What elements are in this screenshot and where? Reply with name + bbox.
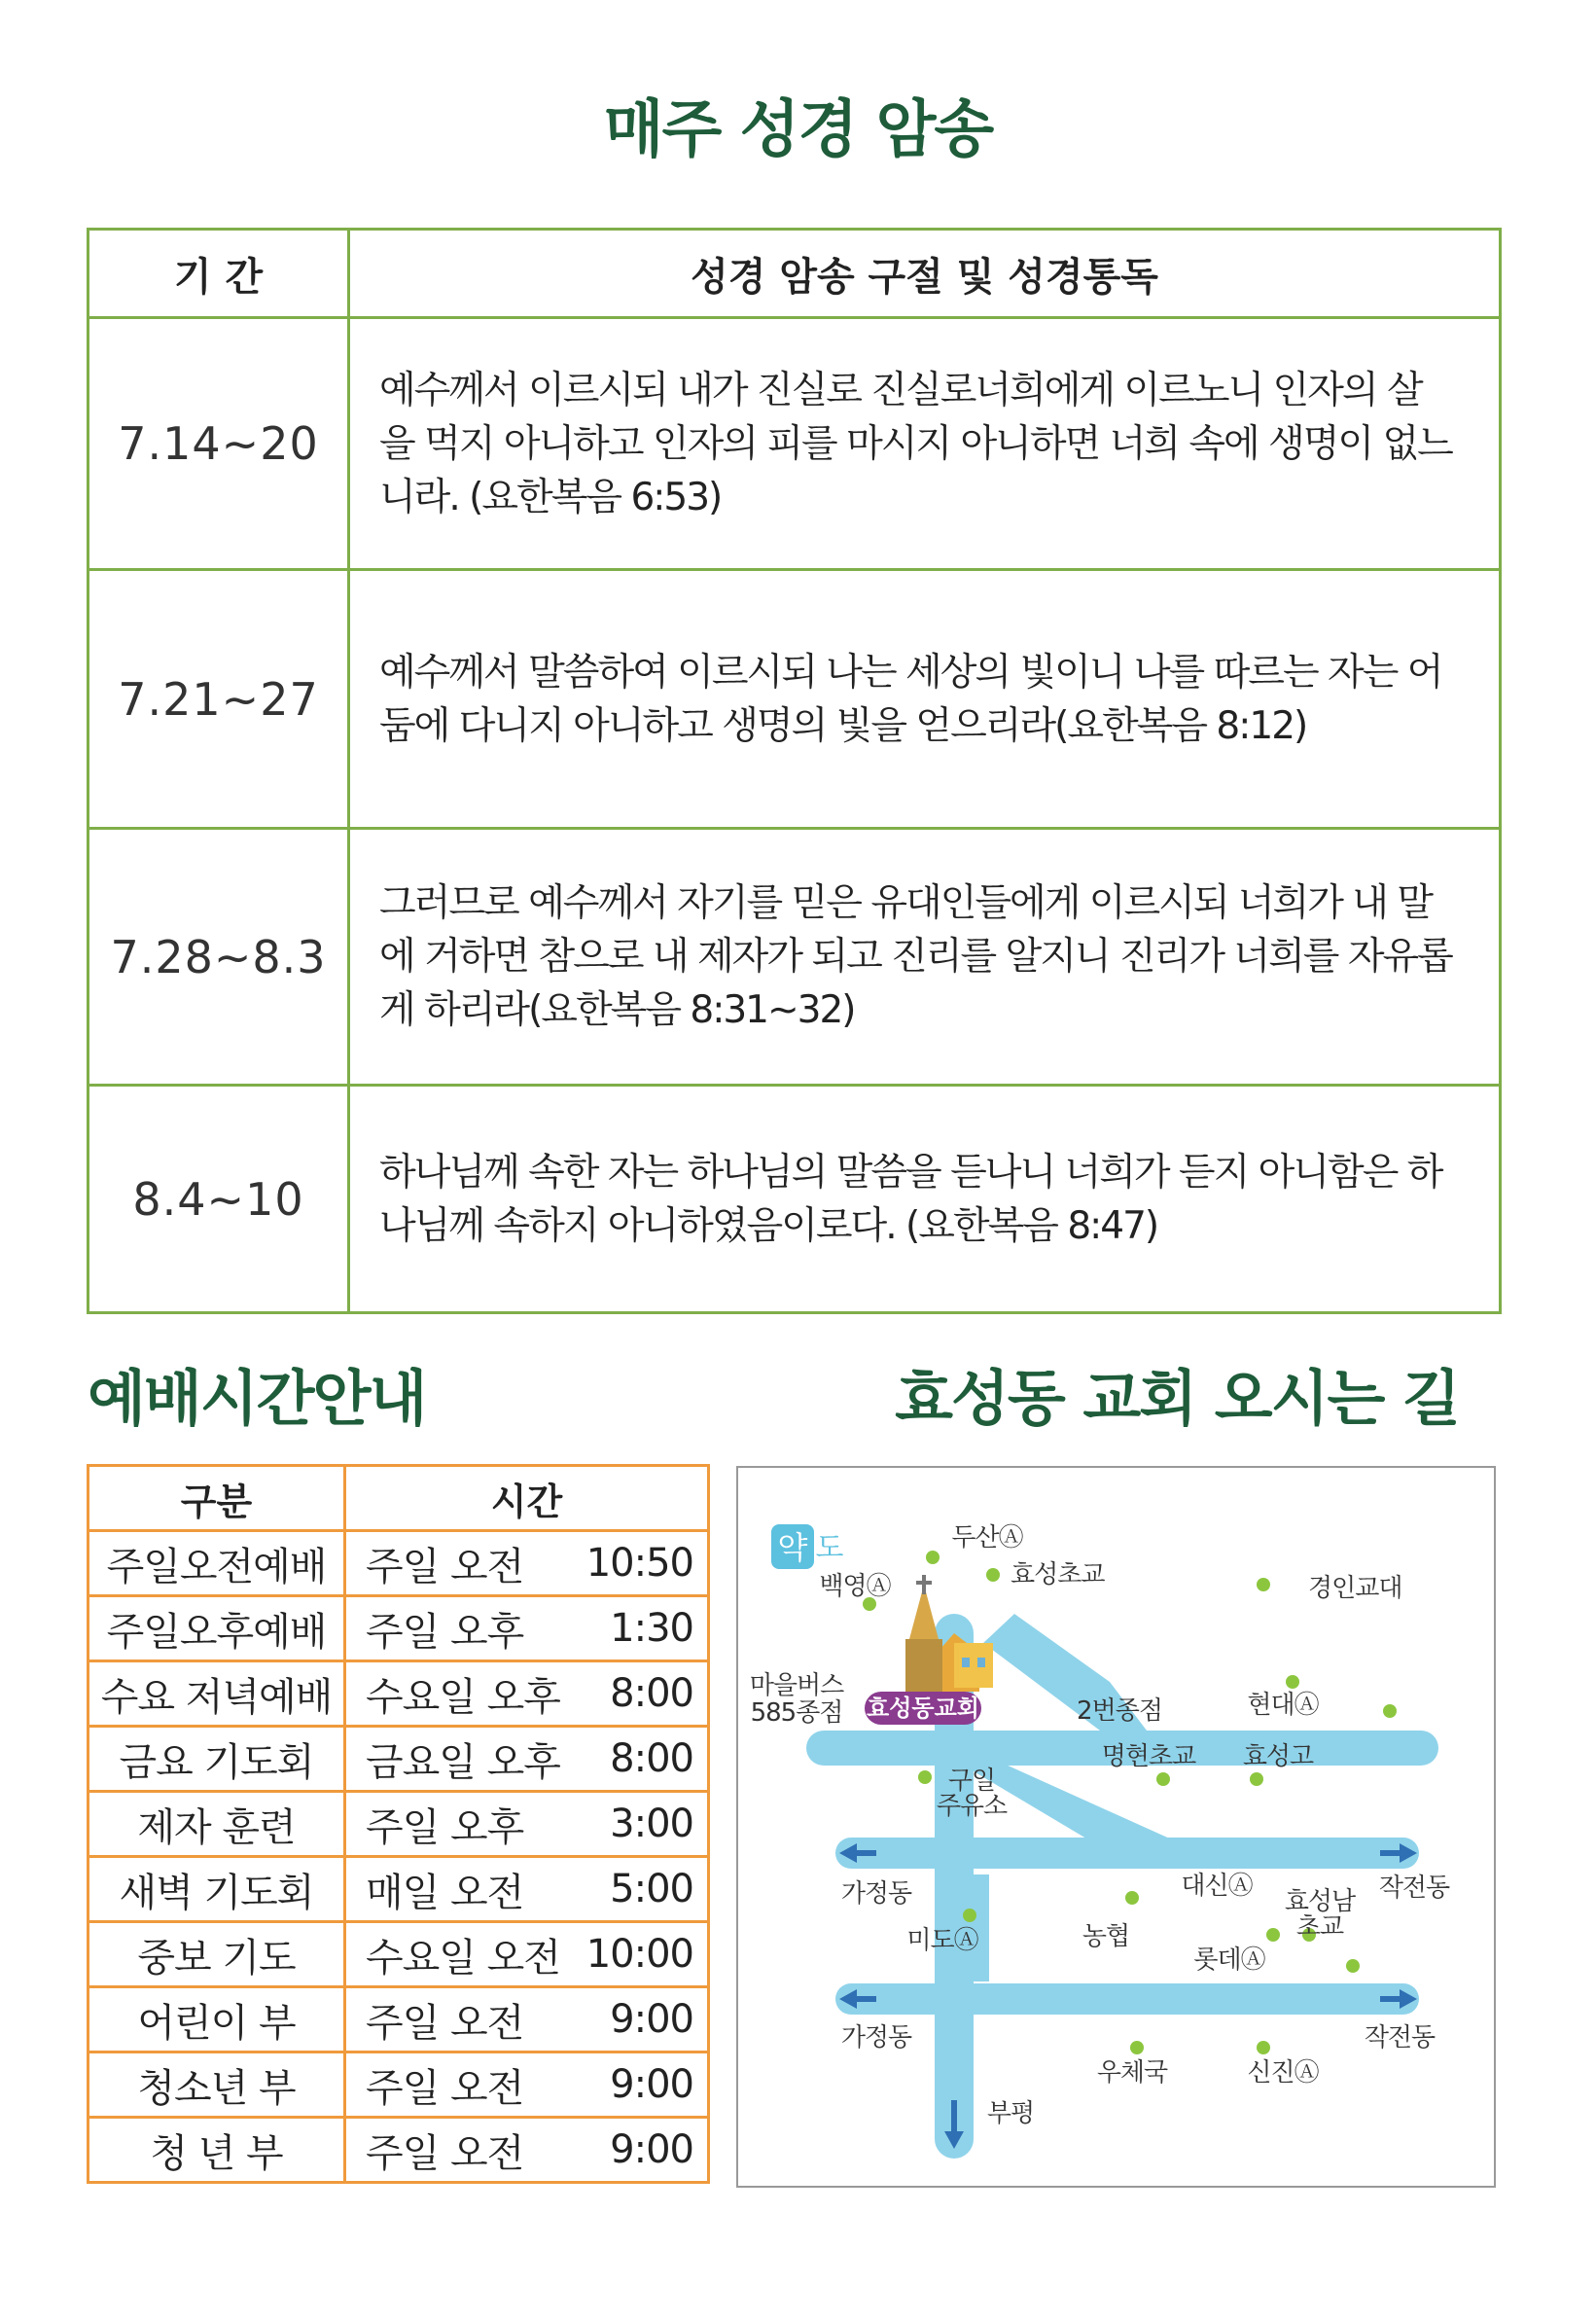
verse-line: 나님께 속하지 아니하였음이로다. (요한복음 8:47) (379, 1203, 1158, 1248)
label-gajeong-1: 가정동 (840, 1879, 912, 1909)
table-row (89, 1792, 709, 1857)
service-day: 수요일 오후 (345, 1661, 583, 1727)
label-post-office: 우체국 (1096, 2058, 1168, 2088)
verse-line: 을 먹지 아니하고 인자의 피를 마시지 아니하면 너희 속에 생명이 없느 (379, 421, 1452, 466)
verse-cell (349, 318, 1501, 570)
header-time: 시간 (345, 1466, 709, 1531)
label-hyosung-high: 효성고 (1242, 1742, 1314, 1771)
service-time: 10:00 (582, 1922, 708, 1987)
label-jakjeon-2: 작전동 (1364, 2023, 1436, 2052)
service-time: 9:00 (582, 2052, 708, 2118)
service-day: 주일 오전 (345, 1531, 583, 1596)
period-cell: 7.28~8.3 (89, 829, 349, 1086)
service-day: 금요일 오후 (345, 1727, 583, 1792)
service-time: 8:00 (582, 1661, 708, 1727)
table-row (89, 1987, 709, 2052)
service-name: 어린이 부 (89, 1987, 345, 2052)
table-row (89, 1922, 709, 1987)
table-row (89, 829, 1501, 1086)
label-hyosungnam: 효성남 (1284, 1887, 1356, 1916)
memory-verse-table (87, 228, 1502, 1314)
service-time: 8:00 (582, 1727, 708, 1792)
service-day: 주일 오후 (345, 1596, 583, 1661)
service-name: 주일오후예배 (89, 1596, 345, 1661)
header-verse: 성경 암송 구절 및 성경통독 (349, 230, 1501, 318)
verse-cell (349, 570, 1501, 829)
verse-cell (349, 829, 1501, 1086)
table-row (89, 318, 1501, 570)
label-gajeong-2: 가정동 (840, 2023, 912, 2052)
service-day: 주일 오전 (345, 2052, 583, 2118)
service-name: 제자 훈련 (89, 1792, 345, 1857)
service-time: 5:00 (582, 1857, 708, 1922)
label-village-bus: 마을버스 (749, 1671, 844, 1700)
label-hyosung-elem: 효성초교 (1011, 1560, 1105, 1589)
header-period: 기 간 (89, 230, 349, 318)
service-day: 매일 오전 (345, 1857, 583, 1922)
header-category: 구분 (89, 1466, 345, 1531)
label-guil: 구일 (947, 1767, 996, 1796)
table-row (89, 1086, 1501, 1313)
church-tag-label: 효성동교회 (867, 1695, 979, 1722)
period-cell: 8.4~10 (89, 1086, 349, 1313)
verse-line: 둠에 다니지 아니하고 생명의 빛을 얻으리라(요한복음 8:12) (379, 703, 1307, 748)
label-elem-school: 초교 (1295, 1912, 1344, 1942)
table-row (89, 1727, 709, 1792)
service-name: 새벽 기도회 (89, 1857, 345, 1922)
label-bupyeong: 부평 (986, 2099, 1035, 2128)
service-name: 청 년 부 (89, 2118, 345, 2183)
map-badge-text: 약 (777, 1529, 808, 1566)
label-daesin: 대신Ⓐ (1181, 1872, 1253, 1901)
verse-line: 예수께서 말씀하여 이르시되 나는 세상의 빛이니 나를 따르는 자는 어 (379, 650, 1442, 695)
verse-line: 그러므로 예수께서 자기를 믿은 유대인들에게 이르시되 너희가 내 말 (379, 881, 1433, 925)
table-header-row (89, 230, 1501, 318)
table-row (89, 2052, 709, 2118)
label-baekyoung: 백영Ⓐ (819, 1572, 891, 1601)
period-cell: 7.21~27 (89, 570, 349, 829)
label-gas-station: 주유소 (936, 1792, 1008, 1821)
label-sinjin: 신진Ⓐ (1247, 2058, 1319, 2088)
table-row (89, 1661, 709, 1727)
table-row (89, 1531, 709, 1596)
verse-cell (349, 1086, 1501, 1313)
service-time: 1:30 (582, 1596, 708, 1661)
service-name: 청소년 부 (89, 2052, 345, 2118)
road-lower (835, 1983, 1419, 2015)
memory-verse-title: 매주 성경 암송 (603, 94, 993, 166)
map-graphic (738, 1468, 1496, 2188)
verse-line: 게 하리라(요한복음 8:31~32) (379, 988, 855, 1032)
label-doosan: 두산Ⓐ (951, 1523, 1023, 1553)
worship-times-title: 예배시간안내 (88, 1363, 426, 1434)
table-header-row (89, 1466, 709, 1531)
verse-line: 예수께서 이르시되 내가 진실로 진실로너희에게 이르노니 인자의 살 (379, 368, 1422, 412)
label-nonghyup: 농협 (1082, 1922, 1130, 1951)
period-cell: 7.14~20 (89, 318, 349, 570)
label-gyeongin-univ: 경인교대 (1308, 1574, 1402, 1603)
service-time: 9:00 (582, 1987, 708, 2052)
table-row (89, 570, 1501, 829)
label-mido: 미도Ⓐ (906, 1926, 978, 1955)
service-day: 수요일 오전 (345, 1922, 583, 1987)
directions-title: 효성동 교회 오시는 길 (895, 1363, 1459, 1434)
label-jakjeon-1: 작전동 (1378, 1874, 1450, 1903)
label-lotte: 롯데Ⓐ (1193, 1945, 1265, 1975)
service-name: 중보 기도 (89, 1922, 345, 1987)
service-time: 10:50 (582, 1531, 708, 1596)
service-time: 9:00 (582, 2118, 708, 2183)
service-day: 주일 오후 (345, 1792, 583, 1857)
verse-line: 하나님께 속한 자는 하나님의 말씀을 듣나니 너희가 듣지 아니함은 하 (379, 1150, 1442, 1195)
service-day: 주일 오전 (345, 1987, 583, 2052)
map-badge-text-2: 도 (815, 1531, 844, 1565)
service-name: 금요 기도회 (89, 1727, 345, 1792)
service-time: 3:00 (582, 1792, 708, 1857)
verse-line: 니라. (요한복음 6:53) (379, 475, 722, 519)
service-day: 주일 오전 (345, 2118, 583, 2183)
directions-map (736, 1466, 1496, 2188)
label-stop-2: 2번종점 (1077, 1696, 1162, 1726)
service-name: 주일오전예배 (89, 1531, 345, 1596)
table-row (89, 1857, 709, 1922)
worship-times-table (87, 1464, 710, 2184)
service-name: 수요 저녁예배 (89, 1661, 345, 1727)
label-hyundai: 현대Ⓐ (1247, 1691, 1319, 1720)
label-myunghyun-elem: 명현초교 (1101, 1742, 1196, 1771)
table-row (89, 2118, 709, 2183)
label-585-terminal: 585종점 (750, 1698, 843, 1728)
table-row (89, 1596, 709, 1661)
verse-line: 에 거하면 참으로 내 제자가 되고 진리를 알지니 진리가 너희를 자유롭 (379, 935, 1452, 979)
